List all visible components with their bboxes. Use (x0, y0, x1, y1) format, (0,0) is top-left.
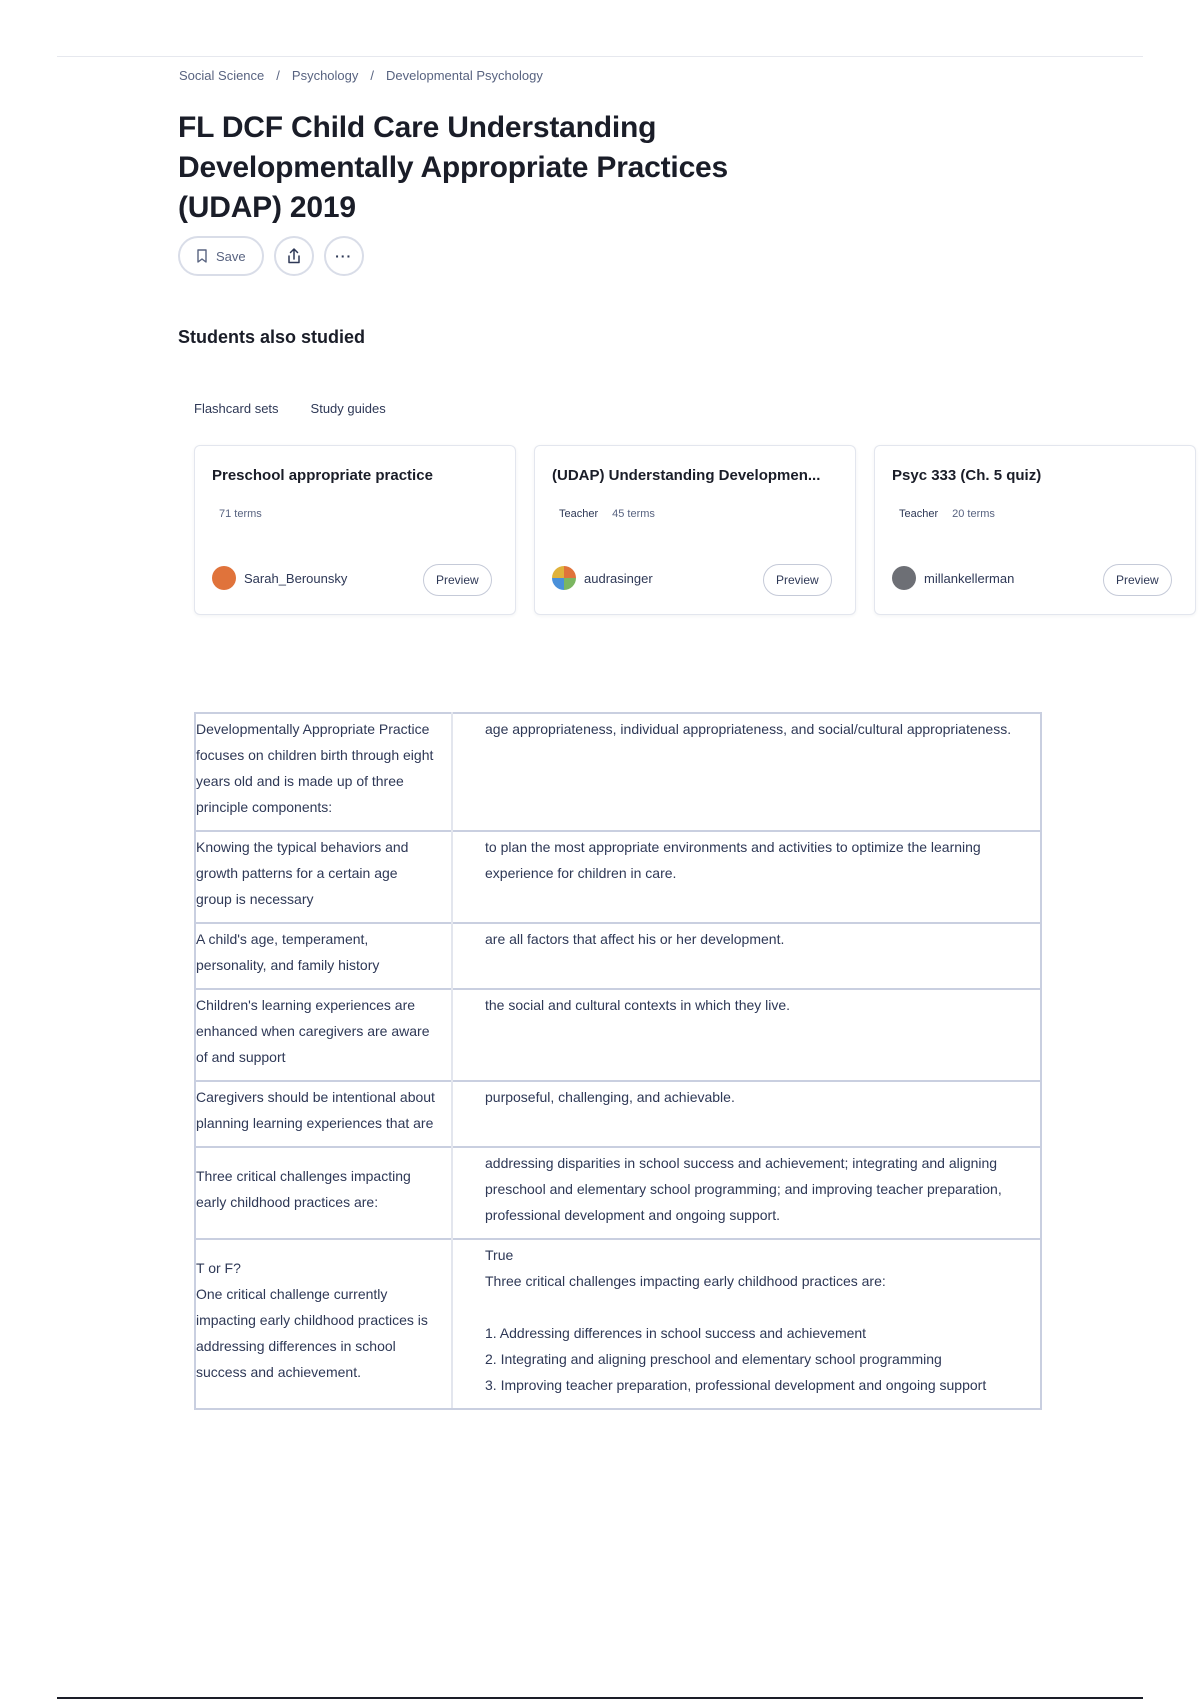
breadcrumb-separator: / (370, 68, 375, 83)
breadcrumb-developmental-psychology[interactable]: Developmental Psychology (386, 68, 543, 83)
more-icon: ··· (335, 248, 353, 264)
definition-text: purposeful, challenging, and achievable. (452, 1081, 1041, 1147)
term-text: Developmentally Appropriate Practice focuses on children birth through eight years old and is made up of three principle components: (195, 713, 452, 831)
term-text: Children's learning experiences are enhanced when caregivers are aware of and support (195, 989, 452, 1081)
card-username: Sarah_Berounsky (244, 570, 348, 586)
set-actions (178, 236, 364, 276)
share-icon (285, 247, 303, 265)
tab-flashcard-sets[interactable]: Flashcard sets (194, 401, 279, 416)
card-meta (899, 508, 995, 520)
card-title: Psyc 333 (Ch. 5 quiz) (892, 467, 1042, 484)
term-text: T or F? One critical challenge currently impacting early childhood practices is addressing differences in school success and achievement. (195, 1239, 452, 1409)
term-row (195, 1239, 1041, 1409)
definition-text: to plan the most appropriate environments and activities to optimize the learning experience for children in care. (452, 831, 1041, 923)
preview-button[interactable]: Preview (1103, 564, 1172, 596)
card-username: millankellerman (924, 570, 1015, 586)
card-title: (UDAP) Understanding Developmen... (552, 467, 821, 484)
term-row (195, 989, 1041, 1081)
study-set-card[interactable] (534, 445, 856, 615)
card-terms-count: 71 terms (219, 508, 262, 520)
page-title: FL DCF Child Care Understanding Developmentally Appropriate Practices (UDAP) 2019 (178, 111, 729, 224)
top-divider (57, 56, 1143, 57)
term-text: Caregivers should be intentional about planning learning experiences that are (195, 1081, 452, 1147)
save-button[interactable] (178, 236, 264, 276)
term-row (195, 713, 1041, 831)
study-set-card[interactable] (874, 445, 1196, 615)
breadcrumb-social-science[interactable]: Social Science (179, 68, 265, 83)
term-row (195, 923, 1041, 989)
breadcrumb (179, 68, 543, 83)
definition-text: the social and cultural contexts in which they live. (452, 989, 1041, 1081)
definition-text: age appropriateness, individual appropriateness, and social/cultural appropriateness. (452, 713, 1041, 831)
definition-text: are all factors that affect his or her development. (452, 923, 1041, 989)
bookmark-icon (196, 249, 208, 263)
card-meta (219, 508, 262, 520)
avatar (892, 566, 916, 590)
terms-table (194, 712, 1042, 1410)
breadcrumb-separator: / (276, 68, 280, 83)
avatar (552, 566, 576, 590)
save-label: Save (216, 248, 246, 264)
more-options-button[interactable] (324, 236, 364, 276)
definition-text: True Three critical challenges impacting early childhood practices are: 1. Addressing differences in school success and achievement 2. Integrating and aligning preschool and elementary school programming 3. Improving teacher preparation, professional development and ongoing support (452, 1239, 1041, 1409)
card-meta (559, 508, 655, 520)
definition-text: addressing disparities in school success and achievement; integrating and aligning preschool and elementary school programming; and improving teacher preparation, professional development and ongoing support. (452, 1147, 1041, 1239)
teacher-badge: Teacher (559, 508, 599, 520)
card-author[interactable] (552, 566, 653, 590)
term-text: Knowing the typical behaviors and growth patterns for a certain age group is necessary (195, 831, 452, 923)
term-text: Three critical challenges impacting early childhood practices are: (195, 1147, 452, 1239)
teacher-badge: Teacher (899, 508, 939, 520)
preview-button[interactable]: Preview (423, 564, 492, 596)
study-set-carousel[interactable] (194, 445, 1159, 615)
card-terms-count: 45 terms (612, 508, 655, 520)
card-author[interactable] (212, 566, 347, 590)
students-also-studied-heading: Students also studied (178, 327, 366, 347)
term-row (195, 1081, 1041, 1147)
breadcrumb-psychology[interactable]: Psychology (291, 68, 359, 83)
card-author[interactable] (892, 566, 1014, 590)
term-row (195, 831, 1041, 923)
card-username: audrasinger (584, 570, 653, 586)
preview-button[interactable]: Preview (763, 564, 832, 596)
card-title: Preschool appropriate practice (212, 467, 433, 484)
bottom-divider (57, 1697, 1143, 1699)
share-button[interactable] (274, 236, 314, 276)
study-tabs (194, 401, 386, 416)
term-text: A child's age, temperament, personality, and family history (195, 923, 452, 989)
tab-study-guides[interactable]: Study guides (310, 401, 386, 416)
term-row (195, 1147, 1041, 1239)
avatar (212, 566, 236, 590)
study-set-card[interactable] (194, 445, 516, 615)
card-terms-count: 20 terms (952, 508, 995, 520)
